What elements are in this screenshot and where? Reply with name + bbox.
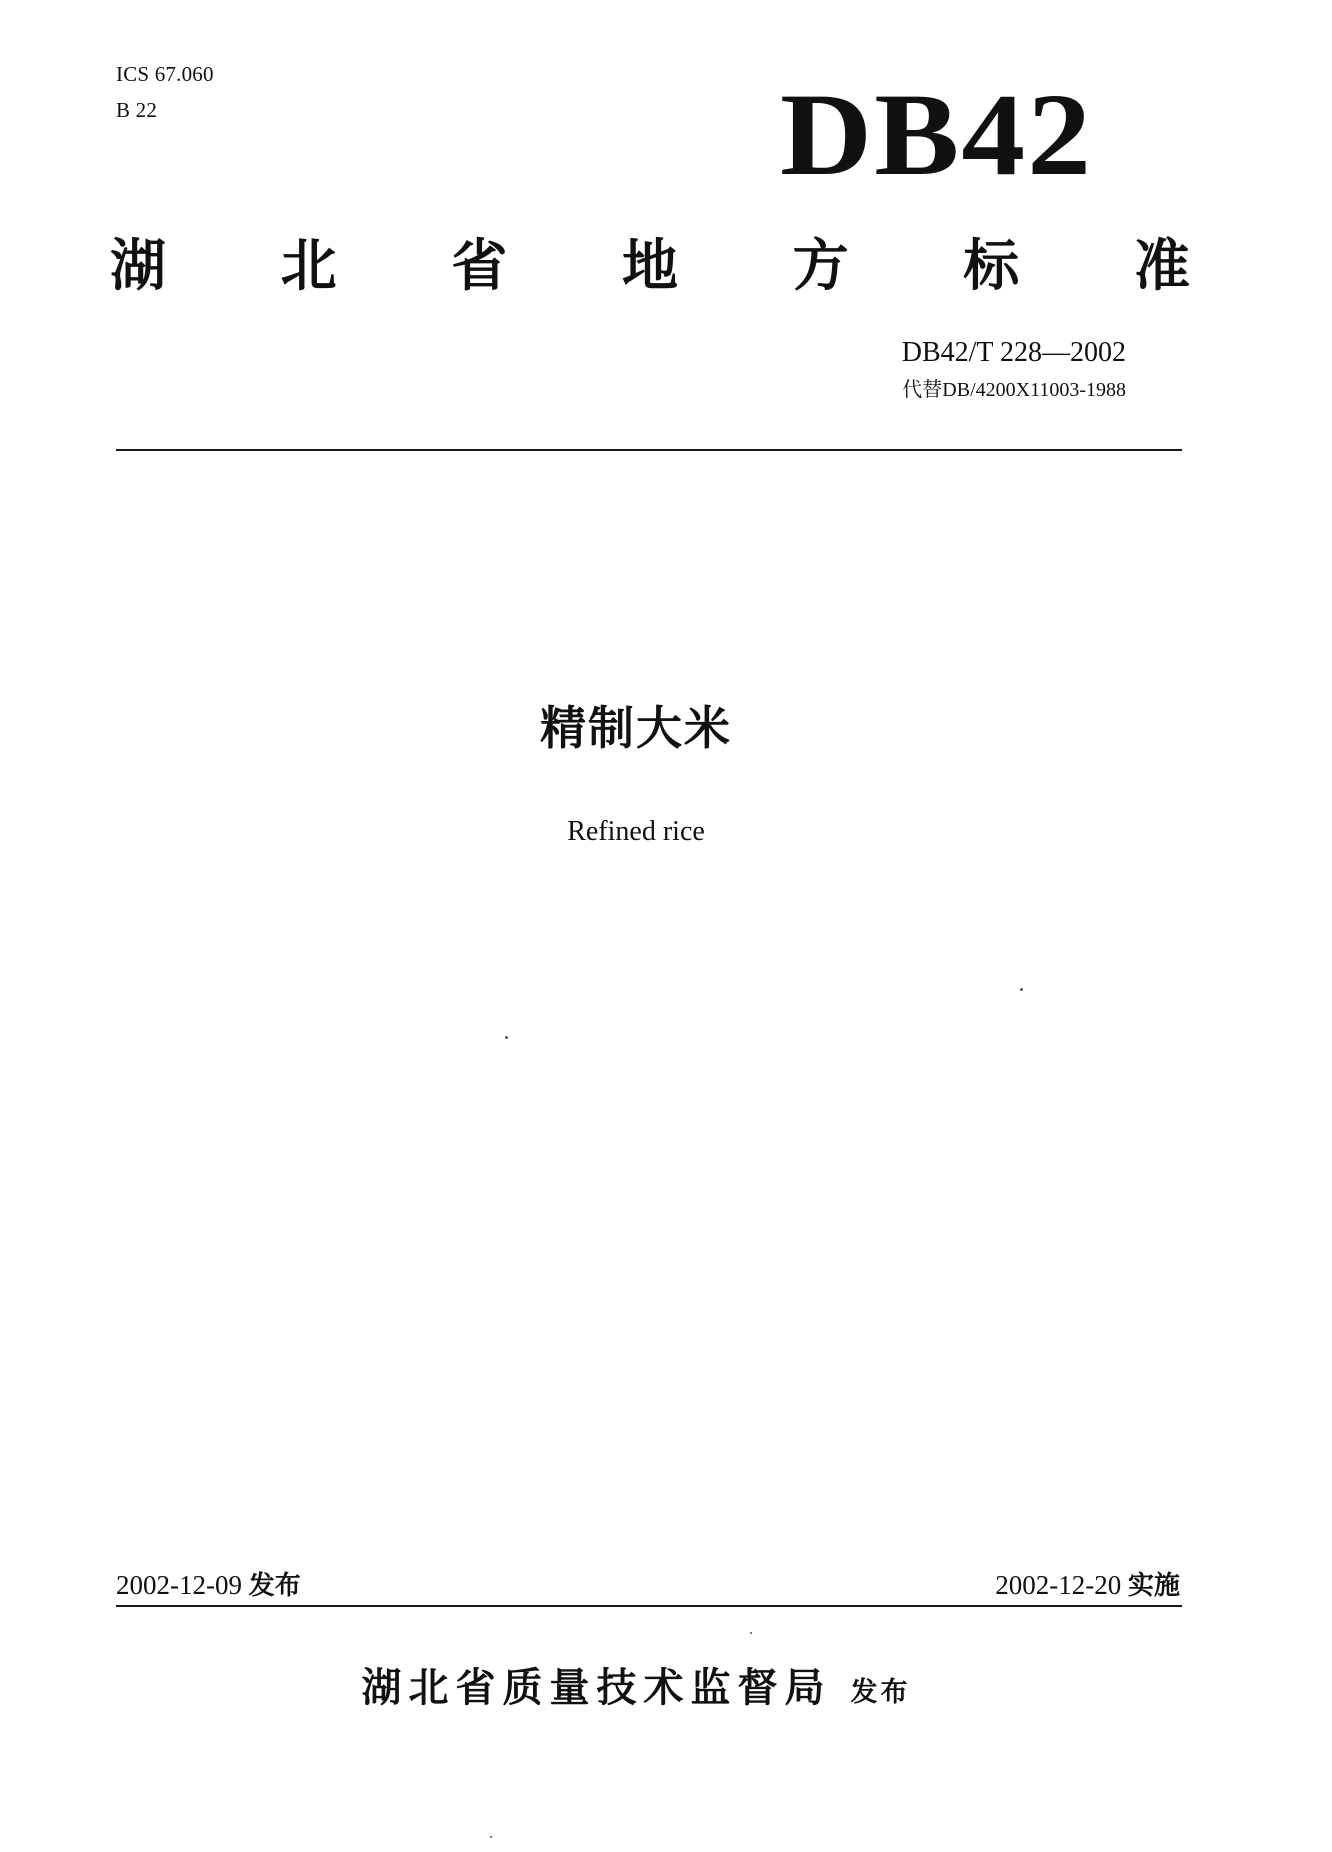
standard-category-title (110, 232, 1190, 302)
category-char: 北 (280, 234, 337, 299)
issue-date (116, 1568, 301, 1603)
footer-divider (116, 1605, 1182, 1607)
ccs-code: B 22 (116, 98, 158, 122)
ics-code: ICS 67.060 (116, 62, 214, 86)
category-char: 准 (1133, 234, 1190, 299)
category-char: 标 (963, 234, 1020, 299)
category-char: 方 (792, 234, 849, 299)
issue-date-value: 2002-12-09 (116, 1570, 242, 1600)
scan-speck (750, 1632, 752, 1634)
category-char: 湖 (110, 234, 166, 299)
issuer-suffix: 发布 (850, 1677, 911, 1708)
standard-logo: DB42 (780, 69, 1094, 200)
issue-date-label: 发布 (248, 1571, 301, 1601)
effective-date (995, 1568, 1180, 1603)
issuer-block (0, 1656, 1272, 1713)
replaces-standard: 代替DB/4200X11003-1988 (902, 379, 1126, 401)
scan-speck (505, 1036, 508, 1039)
scan-speck (1020, 988, 1023, 991)
effective-date-label: 实施 (1127, 1571, 1180, 1601)
document-title-en: Refined rice (567, 816, 705, 847)
scan-speck (490, 1836, 492, 1838)
header-divider (116, 449, 1182, 451)
category-char: 地 (621, 234, 678, 299)
document-title-cn: 精制大米 (540, 701, 732, 755)
category-char: 省 (451, 234, 508, 299)
issuer-name: 湖北省质量技术监督局 (361, 1665, 832, 1711)
effective-date-value: 2002-12-20 (995, 1570, 1122, 1600)
standard-number: DB42/T 228—2002 (901, 337, 1126, 368)
